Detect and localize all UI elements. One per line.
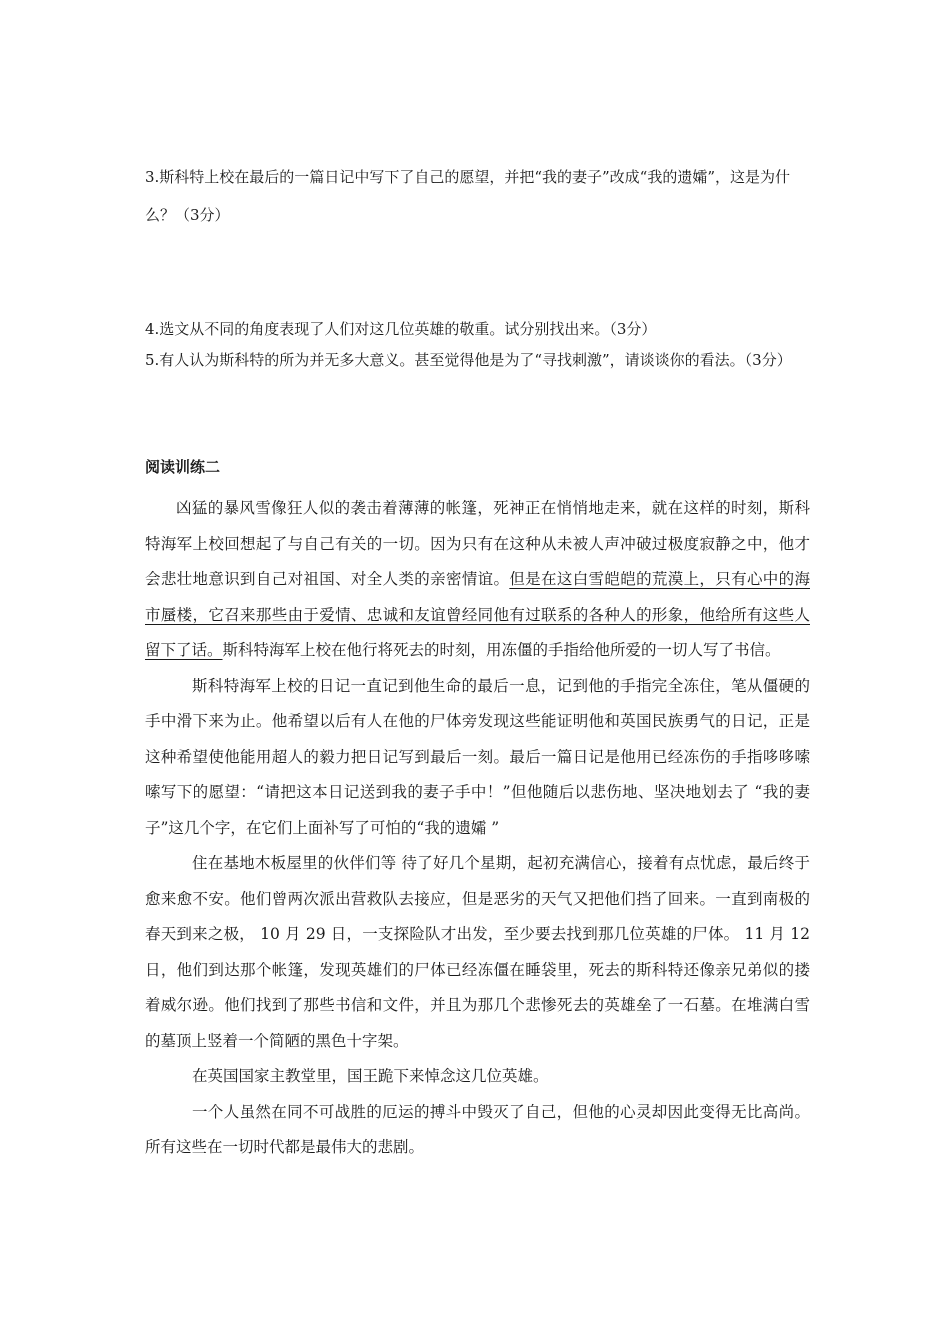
passage-paragraph-3: 住在基地木板屋里的伙伴们等 待了好几个星期，起初充满信心，接着有点忧虑，最后终于愈来愈不安。他们曾两次派出营救队去接应，但是恶劣的天气又把他们挡了回来。一直到南极的春天到来之极， 10 月 29 日，一支探险队才出发，至少要去找到那几位英雄的尸体。 11 月 12 日，他们到达那个帐篷，发现英雄们的尸体已经冻僵在睡袋里，死去的斯科特还像亲兄弟似的搂着威尔逊。他们找到了那些书信和文件，并且为那几个悲惨死去的英雄垒了一石墓。在堆满白雪的墓顶上竖着一个简陋的黑色十字架。 bbox=[145, 854, 810, 1050]
passage-paragraph-4: 在英国国家主教堂里，国王跪下来悼念这几位英雄。 bbox=[192, 1067, 549, 1085]
underlined-sentence: 但是在这白雪皑皑的荒漠上，只有心中的海市蜃楼，它召来那些由于爱情、忠诚和友谊曾经同他有过联系的各种人的形象，他给所有这些人留下了话。 bbox=[145, 570, 810, 659]
reading-passage bbox=[145, 491, 810, 1166]
passage-paragraph-5: 一个人虽然在同不可战胜的厄运的搏斗中毁灭了自己，但他的心灵却因此变得无比高尚。所有这些在一切时代都是最伟大的悲剧。 bbox=[145, 1102, 810, 1156]
question-4: 4.选文从不同的角度表现了人们对这几位英雄的敬重。试分别找出来。（3分） bbox=[145, 320, 657, 338]
passage-paragraph-2: 斯科特海军上校的日记一直记到他生命的最后一息，记到他的手指完全冻住，笔从僵硬的手中滑下来为止。他希望以后有人在他的尸体旁发现这些能证明他和英国民族勇气的日记，正是这种希望使他能用超人的毅力把日记写到最后一刻。最后一篇日记是他用已经冻伤的手指哆哆嗦嗦写下的愿望：“请把这本日记送到我的妻子手中！”但他随后以悲伤地、坚决地划去了 “我的妻子”这几个字，在它们上面补写了可怕的“我的遗孀 ” bbox=[145, 676, 810, 837]
section-title: 阅读训练二 bbox=[145, 458, 221, 476]
paragraph-1-intro: 凶猛的暴风雪像狂人似的袭击着薄薄的帐篷，死神正在悄悄地走来，就在这样的时刻，斯科特海军上校回想起了与自己有关的一切。因为只有在这种从未被人声冲破过极度寂静之中，他才会悲壮地意识到自己对祖国、对全人类的亲密情谊。 bbox=[145, 499, 810, 588]
question-5: 5.有人认为斯科特的所为并无多大意义。甚至觉得他是为了“寻找刺激”，请谈谈你的看法。（3分） bbox=[145, 351, 792, 369]
question-3: 3.斯科特上校在最后的一篇日记中写下了自己的愿望，并把“我的妻子”改成“我的遗孀”，这是为什么？（3分） bbox=[145, 168, 790, 224]
paragraph-1-ending: 斯科特海军上校在他行将死去的时刻，用冻僵的手指给他所爱的一切人写了书信。 bbox=[222, 641, 781, 659]
passage-paragraph-1 bbox=[145, 491, 810, 669]
